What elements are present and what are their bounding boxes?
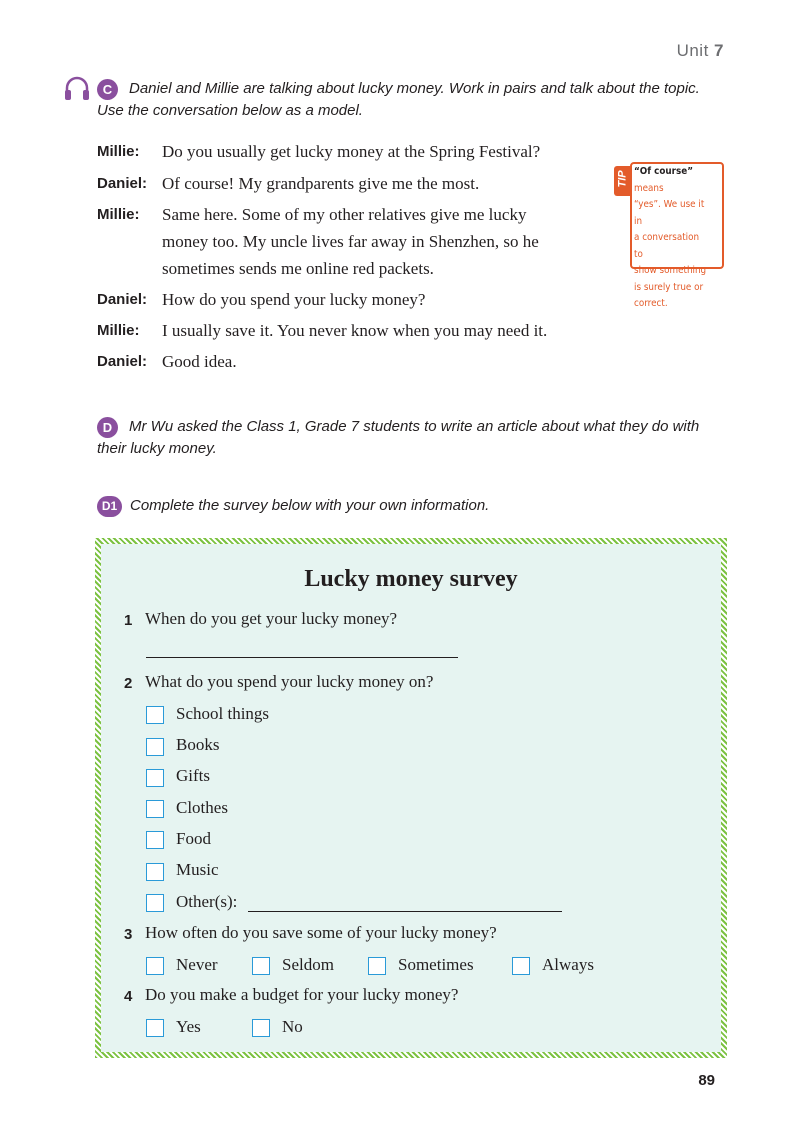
dialogue-line: Do you usually get lucky money at the Spring Festival? bbox=[162, 142, 541, 161]
speaker-label: Millie: bbox=[97, 143, 140, 160]
option-label: Gifts bbox=[176, 766, 210, 785]
survey-title: Lucky money survey bbox=[304, 566, 518, 592]
checkbox-sometimes[interactable] bbox=[368, 957, 386, 975]
section-d-badge: D bbox=[97, 417, 118, 438]
question-text: What do you spend your lucky money on? bbox=[145, 672, 434, 691]
unit-number: 7 bbox=[714, 41, 724, 60]
tip-term: “Of course” bbox=[634, 166, 694, 177]
unit-label bbox=[677, 41, 724, 61]
speaker-label: Daniel: bbox=[97, 353, 148, 370]
option-label: Sometimes bbox=[398, 955, 474, 974]
option-label: No bbox=[282, 1017, 303, 1036]
dialogue-line: money too. My uncle lives far away in Shenzhen, so he bbox=[162, 232, 539, 251]
checkbox-food[interactable] bbox=[146, 831, 164, 849]
question-number: 1 bbox=[124, 612, 133, 629]
question-text: How often do you save some of your lucky money? bbox=[145, 923, 497, 942]
option-label: School things bbox=[176, 704, 270, 723]
checkbox-always[interactable] bbox=[512, 957, 530, 975]
checkbox-yes[interactable] bbox=[146, 1019, 164, 1037]
speaker-label: Millie: bbox=[97, 206, 140, 223]
tip-line: a conversation to bbox=[634, 232, 700, 260]
question-text: When do you get your lucky money? bbox=[145, 609, 398, 628]
option-label: Music bbox=[176, 860, 219, 879]
option-label: Always bbox=[542, 955, 594, 974]
checkbox-no[interactable] bbox=[252, 1019, 270, 1037]
question-number: 3 bbox=[124, 926, 133, 943]
option-label: Seldom bbox=[282, 955, 334, 974]
tip-line: means bbox=[634, 182, 664, 194]
tip-line: correct. bbox=[634, 298, 668, 309]
checkbox-clothes[interactable] bbox=[146, 800, 164, 818]
tip-text bbox=[634, 164, 710, 313]
unit-text: Unit bbox=[676, 41, 709, 60]
headphones-icon[interactable] bbox=[63, 75, 91, 103]
checkbox-others[interactable] bbox=[146, 894, 164, 912]
checkbox-music[interactable] bbox=[146, 863, 164, 881]
dialogue-line: I usually save it. You never know when you may need it. bbox=[162, 321, 548, 340]
section-c-badge: C bbox=[97, 79, 118, 100]
speaker-label: Millie: bbox=[97, 322, 140, 339]
checkbox-never[interactable] bbox=[146, 957, 164, 975]
question-text: Do you make a budget for your lucky money? bbox=[145, 985, 459, 1004]
answer-line-q1[interactable] bbox=[146, 657, 458, 658]
dialogue-line: Of course! My grandparents give me the most. bbox=[162, 174, 480, 193]
checkbox-seldom[interactable] bbox=[252, 957, 270, 975]
question-number: 4 bbox=[124, 988, 133, 1005]
tip-line: show something bbox=[634, 265, 707, 276]
option-label: Never bbox=[176, 955, 218, 974]
dialogue-line: How do you spend your lucky money? bbox=[162, 290, 426, 309]
dialogue-line: Same here. Some of my other relatives give me lucky bbox=[162, 205, 527, 224]
option-label: Other(s): bbox=[176, 892, 238, 911]
section-d1-badge: D1 bbox=[97, 496, 122, 517]
checkbox-books[interactable] bbox=[146, 738, 164, 756]
checkbox-school-things[interactable] bbox=[146, 706, 164, 724]
question-number: 2 bbox=[124, 675, 133, 692]
checkbox-gifts[interactable] bbox=[146, 769, 164, 787]
speaker-label: Daniel: bbox=[97, 291, 148, 308]
option-label: Yes bbox=[176, 1017, 201, 1036]
page-number: 89 bbox=[698, 1072, 715, 1089]
option-label: Clothes bbox=[176, 798, 228, 817]
section-d1-instruction: Complete the survey below with your own information. bbox=[130, 497, 490, 514]
section-d1-badge-wrap bbox=[97, 496, 122, 517]
tip-line: “yes”. We use it in bbox=[634, 199, 705, 227]
section-d-instruction: Mr Wu asked the Class 1, Grade 7 students to write an article about what they do with their lucky money. bbox=[97, 418, 700, 457]
section-c-instruction: Daniel and Millie are talking about lucky money. Work in pairs and talk about the topic. Use the conversation below as a model. bbox=[97, 80, 700, 119]
dialogue-line: Good idea. bbox=[162, 352, 237, 371]
option-label: Books bbox=[176, 735, 220, 754]
option-label: Food bbox=[176, 829, 211, 848]
tip-label: TIP bbox=[616, 170, 629, 188]
dialogue-line: sometimes sends me online red packets. bbox=[162, 259, 434, 278]
tip-line: is surely true or bbox=[634, 281, 704, 293]
speaker-label: Daniel: bbox=[97, 175, 148, 192]
tip-tab bbox=[614, 166, 631, 196]
answer-line-others[interactable] bbox=[248, 911, 562, 912]
